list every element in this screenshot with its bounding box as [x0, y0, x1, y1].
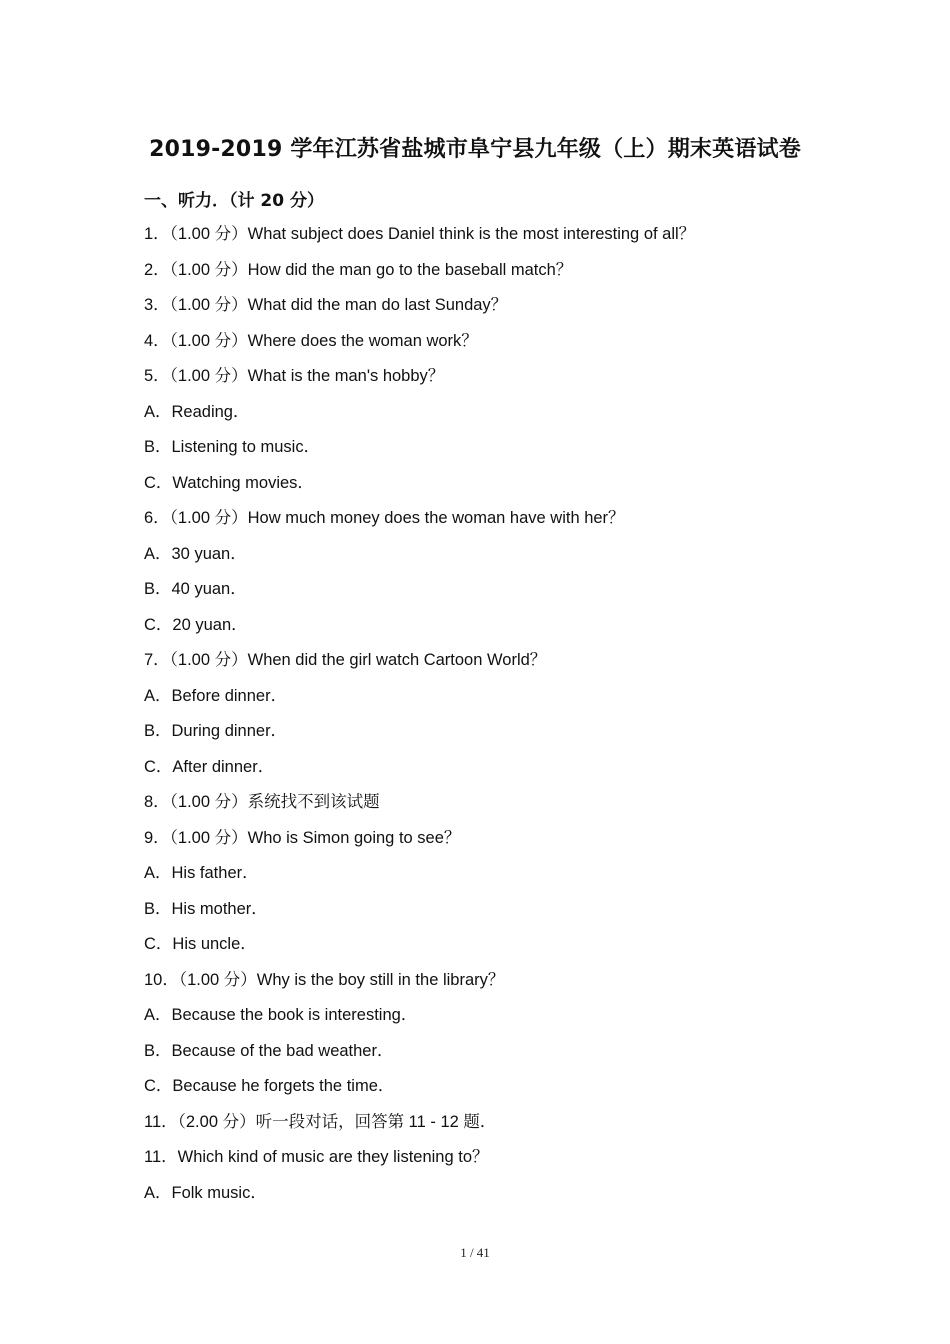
question-line: 4．（1.00 分）Where does the woman work？ — [144, 331, 478, 350]
question-line: 9．（1.00 分）Who is Simon going to see？ — [144, 828, 461, 847]
question-line: 8．（1.00 分）系统找不到该试题 — [144, 793, 380, 811]
section-heading: 一、听力．（计 20 分） — [144, 191, 324, 211]
page-number: 1 / 41 — [460, 1245, 490, 1260]
question-line: 3．（1.00 分）What did the man do last Sunday？ — [144, 296, 508, 314]
question-line: 11．（2.00 分）听一段对话，回答第 11 - 12 题． — [144, 1112, 497, 1131]
question-line: B．40 yuan． — [144, 580, 247, 598]
question-line: C．After dinner． — [144, 757, 275, 776]
question-line: 11．Which kind of music are they listening to？ — [144, 1148, 489, 1166]
question-line: C．20 yuan． — [144, 615, 248, 634]
question-line: 6．（1.00 分）How much money does the woman have with her？ — [144, 509, 625, 527]
question-line: A．Reading． — [144, 402, 250, 421]
question-line: 5．（1.00 分）What is the man's hobby？ — [144, 367, 445, 385]
question-line: A．Folk music． — [144, 1183, 267, 1202]
question-line: B．His mother． — [144, 899, 268, 918]
question-line: B．Because of the bad weather． — [144, 1041, 394, 1060]
question-line: A．His father． — [144, 864, 259, 882]
question-line: 1．（1.00 分）What subject does Daniel think is the most interesting of all？ — [144, 225, 696, 243]
question-list — [144, 222, 824, 1216]
question-line: B．Listening to music． — [144, 438, 321, 456]
question-line: 7．（1.00 分）When did the girl watch Cartoon World？ — [144, 651, 547, 669]
question-line: B．During dinner． — [144, 722, 288, 740]
question-line: C．Because he forgets the time． — [144, 1077, 395, 1095]
question-line: A．30 yuan． — [144, 544, 247, 563]
question-line: C．His uncle． — [144, 935, 257, 953]
question-line: C．Watching movies． — [144, 473, 314, 492]
question-line: A．Because the book is interesting． — [144, 1006, 418, 1024]
page-title: 2019-2019 学年江苏省盐城市阜宁县九年级（上）期末英语试卷 — [149, 137, 801, 162]
question-line: 10．（1.00 分）Why is the boy still in the library？ — [144, 970, 505, 989]
question-line: A．Before dinner． — [144, 686, 288, 705]
question-line: 2．（1.00 分）How did the man go to the baseball match？ — [144, 260, 573, 279]
